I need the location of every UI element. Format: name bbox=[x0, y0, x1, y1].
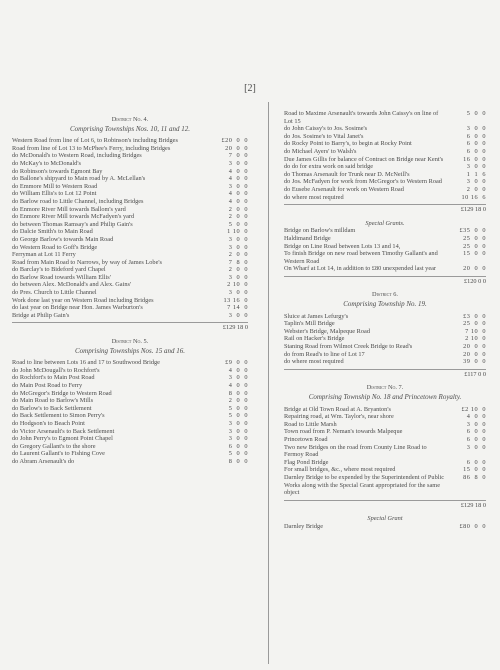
district-7-subheading: Comprising Township No. 18 and Princetown Royalty. bbox=[308, 393, 462, 401]
ledger-row bbox=[284, 265, 486, 273]
ledger-description: do do for extra work on said bridge bbox=[284, 163, 374, 171]
district-6-total: £117 0 0 bbox=[464, 370, 486, 378]
ledger-description: Sluice at James Lefurgy's bbox=[284, 312, 349, 320]
ledger-description: do Western Road to Goff's Bridge bbox=[12, 243, 98, 251]
ledger-description: do Barlow's to Back Settlement bbox=[12, 404, 92, 412]
ledger-description: Staning Road from Wilmot Creek Bridge to Read's bbox=[284, 343, 413, 351]
ledger-description: Repairing road, at Wm. Taylor's, near shore bbox=[284, 413, 394, 421]
ledger-amount: £20 0 0 bbox=[221, 137, 248, 145]
ledger-description: Haldimand Bridge bbox=[284, 234, 331, 242]
special-grant-heading: Special Grant bbox=[367, 515, 403, 523]
ledger-description: do between Alex. McDonald's and Alex. Gains' bbox=[12, 281, 132, 289]
ledger-amount: 2 0 0 bbox=[466, 185, 486, 193]
ledger-description: do John Perry's to Egmont Point Chapel bbox=[12, 435, 113, 443]
left-column bbox=[12, 110, 248, 466]
ledger-row bbox=[12, 450, 248, 458]
ledger-row bbox=[12, 198, 248, 206]
ledger-description: do Rochfort's to Main Post Road bbox=[12, 374, 95, 382]
ledger-amount: 3 0 0 bbox=[228, 311, 248, 319]
ledger-amount: £9 0 0 bbox=[225, 359, 248, 367]
ledger-description: do John Caissy's to Jos. Sosime's bbox=[284, 125, 368, 133]
ledger-amount: 3 0 0 bbox=[466, 420, 486, 428]
ledger-row bbox=[284, 523, 486, 531]
ledger-description: do Robinson's towards Egmont Bay bbox=[12, 167, 103, 175]
ledger-description: do Dalcie Smith's to Main Road bbox=[12, 228, 93, 236]
ledger-amount: 3 0 0 bbox=[466, 163, 486, 171]
ledger-description: do last year on Bridge near Hon. James Warburton's bbox=[12, 304, 143, 312]
ledger-row bbox=[12, 228, 248, 236]
ledger-row bbox=[284, 351, 486, 359]
ledger-row bbox=[12, 312, 248, 320]
ledger-description: do Enmore River Mill towards Ballom's yard bbox=[12, 205, 126, 213]
ledger-amount: 4 0 0 bbox=[228, 175, 248, 183]
ledger-description: Taplin's Mill Bridge bbox=[284, 320, 335, 328]
ledger-row bbox=[12, 236, 248, 244]
district-5-heading: District No. 5. bbox=[111, 338, 149, 346]
total-rule bbox=[12, 322, 248, 323]
ledger-description: Road to line between Lots 16 and 17 to Southwood Bridge bbox=[12, 359, 160, 367]
ledger-description: For small bridges, &c., where most required bbox=[284, 466, 396, 474]
ledger-description: do McDonald's to Western Road, including Bridges bbox=[12, 152, 142, 160]
total-rule bbox=[284, 276, 486, 277]
ledger-description: do Eusebe Arsenault for work on Western Road bbox=[284, 185, 404, 193]
ledger-description: do Barlow road to Little Channel, including Bridges bbox=[12, 197, 144, 205]
ledger-amount: 3 0 0 bbox=[466, 443, 486, 451]
ledger-amount: 2 0 0 bbox=[228, 266, 248, 274]
ledger-description: do between Thomas Ramsay's and Philip Gain's bbox=[12, 220, 133, 228]
page-number: [2] bbox=[244, 83, 256, 94]
district-5-total: £129 18 0 bbox=[460, 206, 486, 214]
ledger-amount: 3 0 0 bbox=[228, 419, 248, 427]
ledger-amount: 4 0 0 bbox=[228, 197, 248, 205]
district-7-heading: District No. 7. bbox=[366, 384, 404, 392]
ledger-description: do John McDougall's to Rochfort's bbox=[12, 366, 100, 374]
ledger-amount: 2 10 0 bbox=[465, 335, 486, 343]
ledger-description: do McGregor's Bridge to Western Road bbox=[12, 389, 112, 397]
ledger-row bbox=[12, 390, 248, 398]
ledger-amount: 25 0 0 bbox=[463, 234, 486, 242]
ledger-row bbox=[12, 145, 248, 153]
ledger-amount: 3 0 0 bbox=[228, 427, 248, 435]
special-grants-total: £120 0 0 bbox=[463, 277, 486, 285]
ledger-description: do where most required bbox=[284, 193, 344, 201]
ledger-row bbox=[284, 436, 486, 444]
ledger-amount: 6 0 0 bbox=[228, 442, 248, 450]
ledger-row bbox=[12, 435, 248, 443]
ledger-row bbox=[12, 213, 248, 221]
district-7-entries bbox=[284, 406, 486, 497]
ledger-description: Work done last year on Western Road including Bridges bbox=[12, 296, 154, 304]
ledger-amount: 5 0 0 bbox=[228, 220, 248, 228]
special-grants-entries bbox=[284, 227, 486, 273]
special-grants-heading: Special Grants. bbox=[365, 219, 405, 227]
ledger-description: do Thomas Arsenault for Trunk near D. McNeill's bbox=[284, 170, 410, 178]
ledger-row bbox=[284, 227, 486, 235]
ledger-row bbox=[284, 428, 486, 436]
ledger-amount: 6 0 0 bbox=[466, 140, 486, 148]
ledger-amount: 3 0 0 bbox=[466, 125, 486, 133]
ledger-row bbox=[284, 444, 486, 459]
ledger-row bbox=[284, 186, 486, 194]
ledger-description: Road from line of Lot 13 to McPhee's Ferry, including Bridges bbox=[12, 144, 171, 152]
ledger-description: do Hodgson's to Beach Point bbox=[12, 419, 85, 427]
ledger-row bbox=[284, 313, 486, 321]
ledger-row bbox=[12, 289, 248, 297]
ledger-amount: 3 0 0 bbox=[228, 273, 248, 281]
ledger-amount: 16 0 0 bbox=[463, 155, 486, 163]
ledger-description: do Jos. Sosime's to Vital Janet's bbox=[284, 132, 364, 140]
ledger-row bbox=[284, 148, 486, 156]
ledger-row bbox=[284, 320, 486, 328]
ledger-description: do Rocky Point to Barry's, to begin at Rocky Point bbox=[284, 140, 412, 148]
ledger-row bbox=[284, 466, 486, 474]
ledger-description: To finish Bridge on new road between Timothy Gallant's and Western Road bbox=[284, 250, 438, 265]
ledger-amount: 3 0 0 bbox=[228, 374, 248, 382]
ledger-row bbox=[12, 251, 248, 259]
ledger-amount: 6 0 0 bbox=[466, 458, 486, 466]
ledger-description: do Laurent Gallant's to Fishing Cove bbox=[12, 450, 105, 458]
ledger-description: do William Ellis's to Lot 12 Point bbox=[12, 190, 97, 198]
ledger-row bbox=[12, 297, 248, 305]
ledger-row bbox=[284, 421, 486, 429]
ledger-amount: £80 0 0 bbox=[459, 522, 486, 530]
ledger-row bbox=[284, 194, 486, 202]
ledger-amount: 25 0 0 bbox=[463, 242, 486, 250]
ledger-description: do George Barlow's towards Main Road bbox=[12, 235, 114, 243]
ledger-row bbox=[12, 175, 248, 183]
ledger-amount: 20 0 0 bbox=[463, 350, 486, 358]
ledger-amount: 4 0 0 bbox=[228, 382, 248, 389]
ledger-description: Bridge on Line Road between Lots 13 and 14, bbox=[284, 242, 401, 250]
ledger-amount: 6 0 0 bbox=[466, 428, 486, 436]
ledger-row bbox=[284, 133, 486, 141]
ledger-description: On Wharf at Lot 14, in addition to £80 unexpended last year bbox=[284, 265, 437, 273]
ledger-amount: 4 0 0 bbox=[228, 366, 248, 374]
total-rule bbox=[284, 500, 486, 501]
ledger-amount: 7 10 0 bbox=[465, 327, 486, 335]
column-divider bbox=[268, 102, 269, 664]
ledger-row bbox=[12, 160, 248, 168]
right-column bbox=[284, 110, 486, 531]
ledger-row bbox=[12, 405, 248, 413]
ledger-amount: 3 0 0 bbox=[228, 289, 248, 297]
ledger-amount: 2 0 0 bbox=[228, 251, 248, 259]
ledger-description: Ferryman at Lot 11 Ferry bbox=[12, 251, 76, 259]
ledger-row bbox=[284, 459, 486, 467]
ledger-row bbox=[12, 281, 248, 289]
ledger-row bbox=[284, 156, 486, 164]
ledger-description: do Main Post Road to Ferry bbox=[12, 382, 83, 389]
ledger-description: Road to Maxime Arsenault's towards John Caissy's on line of Lot 15 bbox=[284, 110, 439, 125]
district-5-entries bbox=[12, 359, 248, 465]
ledger-amount: 5 0 0 bbox=[228, 412, 248, 420]
ledger-description: do Michael Ayers' to Walsh's bbox=[284, 147, 357, 155]
ledger-amount: 8 0 0 bbox=[228, 389, 248, 397]
ledger-amount: 5 0 0 bbox=[228, 404, 248, 412]
ledger-amount: 20 0 0 bbox=[225, 144, 248, 152]
ledger-amount: £2 10 0 bbox=[461, 405, 486, 413]
ledger-row bbox=[12, 428, 248, 436]
ledger-amount: 7 8 0 bbox=[228, 258, 248, 266]
ledger-amount: 6 0 0 bbox=[466, 435, 486, 443]
ledger-row bbox=[284, 178, 486, 186]
ledger-row bbox=[284, 235, 486, 243]
district-6-subheading: Comprising Township No. 19. bbox=[343, 300, 427, 309]
ledger-row bbox=[284, 125, 486, 133]
ledger-description: Princetown Road bbox=[284, 435, 328, 443]
district-5-subheading: Comprising Townships Nos. 15 and 16. bbox=[74, 346, 186, 355]
ledger-description: do Enmore River Mill towards McFadyen's yard bbox=[12, 213, 135, 221]
total-rule bbox=[284, 369, 486, 370]
ledger-description: Bridge at Philip Gain's bbox=[12, 311, 70, 319]
ledger-amount: 86 8 0 bbox=[463, 473, 486, 481]
ledger-row bbox=[12, 183, 248, 191]
ledger-amount: 7 14 0 bbox=[227, 304, 248, 312]
ledger-description: Road to Little Marsh bbox=[284, 420, 337, 428]
ledger-row bbox=[284, 474, 486, 497]
district-4-total: £129 18 0 bbox=[222, 324, 248, 332]
ledger-description: Bridge at Old Town Road at A. Bryanton's bbox=[284, 405, 391, 413]
ledger-description: Rail on Hacker's Bridge bbox=[284, 335, 345, 343]
ledger-amount: 5 0 0 bbox=[466, 110, 486, 117]
ledger-row bbox=[12, 382, 248, 390]
ledger-amount: £3 0 0 bbox=[463, 312, 486, 320]
ledger-row bbox=[12, 244, 248, 252]
ledger-row bbox=[12, 168, 248, 176]
ledger-description: Two new Bridges on the road from County Line Road to Fermoy Road bbox=[284, 443, 427, 459]
ledger-row bbox=[12, 458, 248, 466]
ledger-description: Bridge on Barlow's milldam bbox=[284, 227, 356, 235]
ledger-amount: 2 10 0 bbox=[227, 281, 248, 289]
ledger-row bbox=[12, 206, 248, 214]
ledger-row bbox=[12, 137, 248, 145]
ledger-amount: 1 10 0 bbox=[227, 228, 248, 236]
ledger-amount: 5 0 0 bbox=[228, 450, 248, 458]
ledger-amount: 4 0 0 bbox=[228, 190, 248, 198]
ledger-amount: 6 0 0 bbox=[466, 147, 486, 155]
ledger-description: Town road from P. Neman's towards Malpeque bbox=[284, 428, 403, 436]
ledger-row bbox=[284, 163, 486, 171]
ledger-description: do from Read's to line of Lot 17 bbox=[284, 350, 365, 358]
district-6-entries bbox=[284, 313, 486, 366]
ledger-amount: 6 0 0 bbox=[466, 132, 486, 140]
ledger-row bbox=[284, 358, 486, 366]
ledger-row bbox=[12, 420, 248, 428]
ledger-amount: 7 0 0 bbox=[228, 152, 248, 160]
ledger-row bbox=[284, 110, 486, 125]
total-rule bbox=[284, 204, 486, 205]
ledger-description: do Ballone's shipyard to Main road by A. McLellan's bbox=[12, 175, 146, 183]
ledger-row bbox=[284, 243, 486, 251]
ledger-row bbox=[284, 328, 486, 336]
ledger-description: Flag Pond Bridge bbox=[284, 458, 329, 466]
ledger-amount: 4 0 0 bbox=[466, 413, 486, 421]
ledger-amount: 2 0 0 bbox=[228, 397, 248, 405]
ledger-row bbox=[12, 266, 248, 274]
ledger-description: Road from Main Road to Narrows, by way of James Lobe's bbox=[12, 258, 162, 266]
ledger-amount: 8 0 0 bbox=[228, 457, 248, 465]
ledger-description: Western Road from line of Lot 6, to Robinson's including Bridges bbox=[12, 137, 178, 145]
ledger-description: Due James Gillis for balance of Contract on Bridge near Kent's bbox=[284, 155, 444, 163]
ledger-description: Webster's Bridge, Malpeque Road bbox=[284, 327, 370, 335]
ledger-amount: 3 0 0 bbox=[228, 243, 248, 251]
district-4-entries bbox=[12, 137, 248, 319]
ledger-amount: 15 0 0 bbox=[463, 250, 486, 258]
ledger-row bbox=[12, 259, 248, 267]
ledger-description: do where most required bbox=[284, 358, 344, 366]
ledger-amount: 15 0 0 bbox=[463, 466, 486, 474]
ledger-row bbox=[12, 221, 248, 229]
ledger-row bbox=[12, 412, 248, 420]
ledger-amount: 20 0 0 bbox=[463, 343, 486, 351]
ledger-amount: 2 0 0 bbox=[228, 205, 248, 213]
ledger-description: do Gregory Gallant's to the shore bbox=[12, 442, 96, 450]
ledger-description: do Barclay's to Bideford yard Chapel bbox=[12, 266, 106, 274]
ledger-row bbox=[12, 274, 248, 282]
ledger-row bbox=[284, 343, 486, 351]
ledger-amount: 1 1 6 bbox=[466, 170, 486, 178]
ledger-row bbox=[284, 335, 486, 343]
ledger-row bbox=[12, 443, 248, 451]
ledger-amount: 25 0 0 bbox=[463, 320, 486, 328]
ledger-description: do Jos. McFadyen for work from McGregor's to Western Road bbox=[284, 178, 442, 186]
district-5-continued-entries bbox=[284, 110, 486, 201]
special-grant-entries bbox=[284, 523, 486, 531]
ledger-amount: 20 0 0 bbox=[463, 265, 486, 273]
ledger-amount: 3 0 0 bbox=[228, 435, 248, 443]
ledger-description: Darnley Bridge bbox=[284, 522, 323, 530]
ledger-amount: 3 0 0 bbox=[228, 159, 248, 167]
ledger-row bbox=[12, 374, 248, 382]
ledger-description: do Pres. Church to Little Channel bbox=[12, 289, 97, 297]
ledger-description: do Main Road to Barlow's Mills bbox=[12, 397, 94, 405]
ledger-amount: 10 16 6 bbox=[461, 193, 486, 201]
ledger-description: do Barlow Road towards William Ellis' bbox=[12, 273, 111, 281]
ledger-amount: 39 0 0 bbox=[463, 358, 486, 366]
ledger-row bbox=[284, 140, 486, 148]
ledger-row bbox=[284, 406, 486, 414]
ledger-amount: 13 16 0 bbox=[223, 296, 248, 304]
ledger-row bbox=[12, 367, 248, 375]
ledger-row bbox=[284, 413, 486, 421]
ledger-amount: 3 0 0 bbox=[228, 182, 248, 190]
district-4-subheading: Comprising Townships Nos. 10, 11 and 12. bbox=[70, 124, 190, 133]
ledger-amount: 3 0 0 bbox=[228, 235, 248, 243]
ledger-row bbox=[12, 304, 248, 312]
ledger-amount: 4 0 0 bbox=[228, 167, 248, 175]
ledger-row bbox=[284, 171, 486, 179]
district-4-heading: District No. 4. bbox=[111, 116, 149, 123]
ledger-row bbox=[12, 190, 248, 198]
ledger-description: do Abram Arsenault's do bbox=[12, 457, 75, 465]
ledger-row bbox=[12, 397, 248, 405]
ledger-description: do Emmore Mill to Western Road bbox=[12, 182, 98, 190]
ledger-description: do Back Settlement to Simon Perry's bbox=[12, 412, 105, 420]
ledger-amount: £35 0 0 bbox=[459, 227, 486, 235]
ledger-amount: 2 0 0 bbox=[228, 213, 248, 221]
ledger-description: do Victor Arsenault's to Back Settlement bbox=[12, 427, 115, 435]
ledger-row bbox=[12, 152, 248, 160]
ledger-row bbox=[284, 250, 486, 265]
ledger-amount: 3 0 0 bbox=[466, 178, 486, 186]
ledger-description: do McKay's to McDonald's bbox=[12, 159, 81, 167]
district-6-heading: District 6. bbox=[372, 291, 398, 299]
ledger-description: Darnley Bridge to be expended by the Superintendent of Public Works along with the Special Grant appropriated for the same object bbox=[284, 473, 445, 497]
district-7-total: £129 18 0 bbox=[460, 501, 486, 509]
ledger-row bbox=[12, 359, 248, 367]
